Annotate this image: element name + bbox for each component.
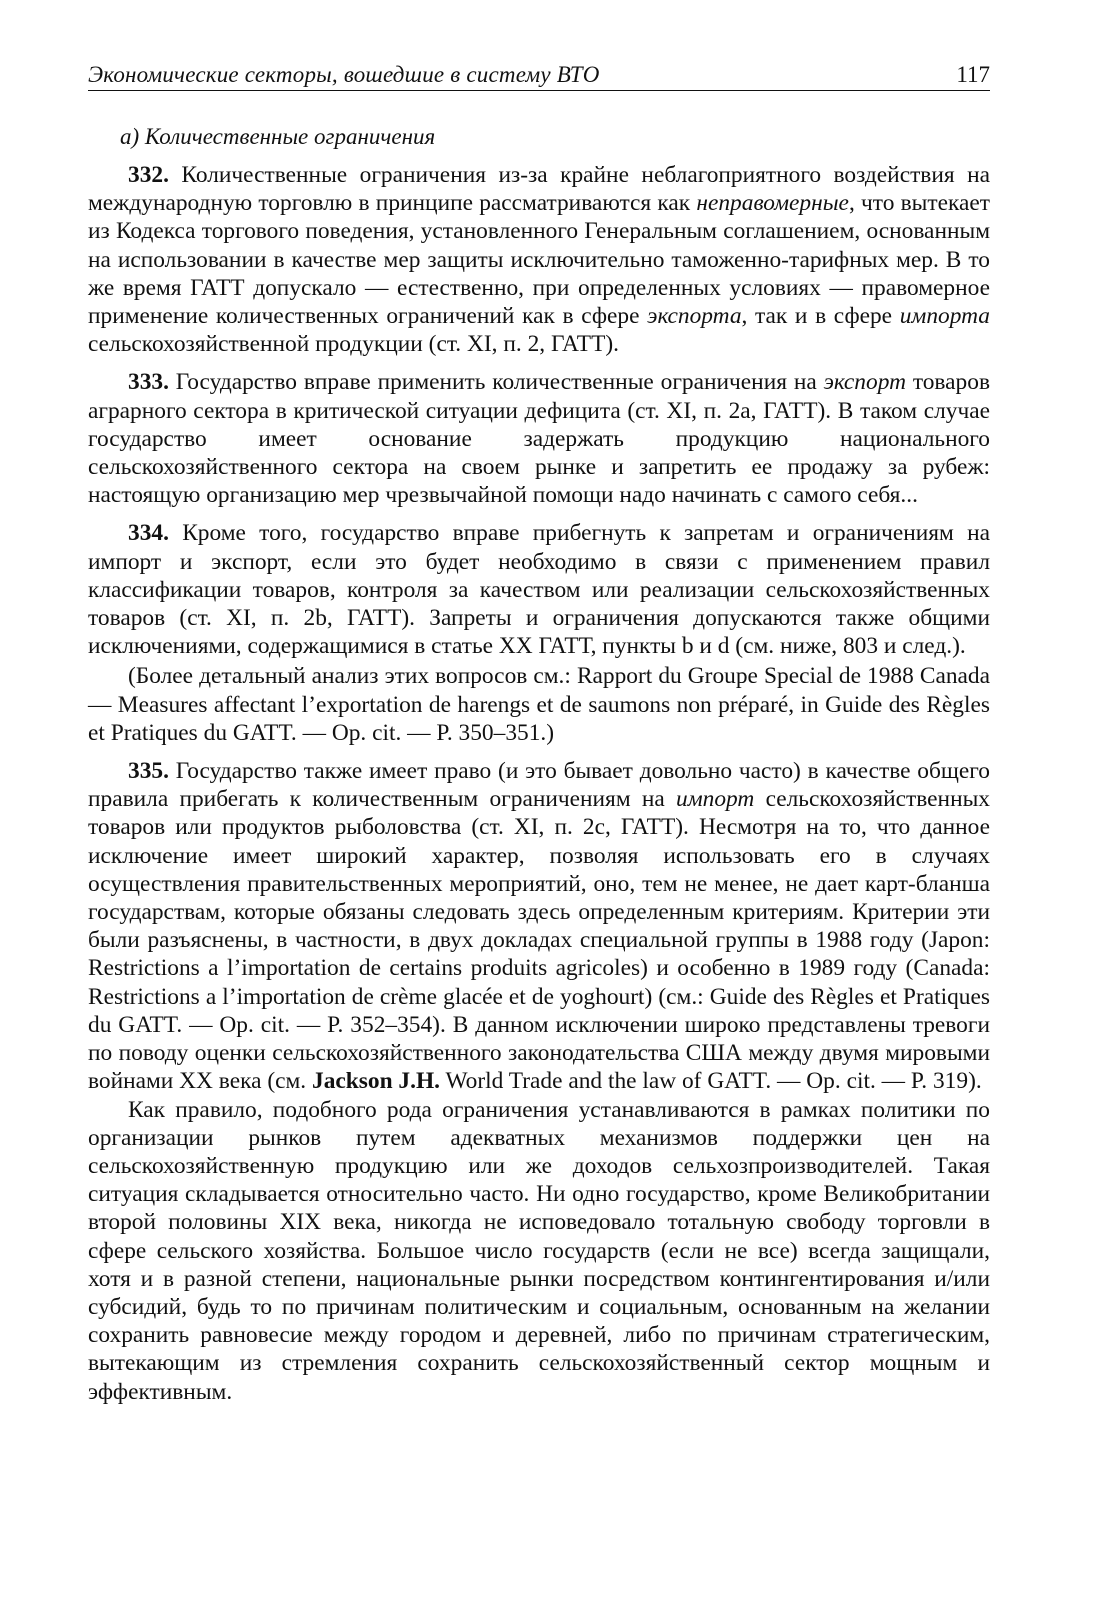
italic-term: импорт bbox=[676, 786, 755, 813]
paragraph-text: , так и в сфере bbox=[741, 303, 900, 330]
paragraph-332 bbox=[88, 161, 990, 358]
section-heading: а) Количественные ограничения bbox=[120, 124, 436, 149]
running-header bbox=[88, 56, 990, 91]
paragraph-text: сельскохозяйственных товаров или продуктов рыболовства (ст. XI, п. 2с, ГАТТ). Несмотря на то, что данное исключение имеет широкий характер, позволяя использовать его в случаях осуществления правительственных мероприятий, оно, тем не менее, не дает карт-бланша государствам, которые обязаны следовать здесь определенным критериям. Критерии эти были разъяснены, в частности, в двух докладах специальной группы в 1988 году (Japon: Restrictions a l’importation de certains produits agricoles) и особенно в 1989 году (Canada: Restrictions a l’importation de crème glacée et de yoghourt) (см.: Guide des Règles et Pratiques du GATT. — Op. cit. — P. 352–354). В данном исключении широко представлены тревоги по поводу оценки сельскохозяйственного законодательства США между двумя мировыми войнами XX века (см. bbox=[88, 786, 990, 1095]
book-page bbox=[88, 56, 990, 1406]
paragraph-334-reference-note: (Более детальный анализ этих вопросов см.: Rapport du Groupe Special de 1988 Canada — Measures affectant l’exportation de harengs et de saumons non préparé, in Guide des Règles et Pratiques du GATT. — Op. cit. — P. 350–351.) bbox=[88, 663, 990, 746]
page-number: 117 bbox=[956, 62, 990, 87]
paragraph-text: World Trade and the law of GATT. — Op. cit. — P. 319). bbox=[440, 1068, 982, 1095]
paragraph-text: Государство также имеет право (и это бывает довольно часто) в качестве общего правила прибегать к количественным ограничениям на bbox=[88, 758, 990, 813]
paragraph-closing: Как правило, подобного рода ограничения устанавливаются в рамках политики по организации рынков путем адекватных механизмов поддержки цен на сельскохозяйственную продукцию или же доходов сельхозпроизводителей. Такая ситуация складывается относительно часто. Ни одно государство, кроме Великобритании второй половины XIX века, никогда не исповедовало тотальную свободу торговли в сфере сельского хозяйства. Большое число государств (если не все) всегда защищали, хотя и в разной степени, национальные рынки посредством контингентирования и/или субсидий, будь то по причинам политическим и социальным, основанным на желании сохранить равновесие между городом и деревней, либо по причинам стратегическим, вытекающим из стремления сохранить сельскохозяйственный сектор мощным и эффективным. bbox=[88, 1096, 990, 1405]
paragraph-number: 335. bbox=[128, 758, 169, 785]
paragraph-number: 333. bbox=[128, 369, 169, 396]
italic-term: неправомерные bbox=[696, 190, 849, 217]
paragraph-333 bbox=[88, 368, 990, 509]
paragraph-number: 334. bbox=[128, 520, 169, 547]
paragraph-text: сельскохозяйственной продукции (ст. XI, п. 2, ГАТТ). bbox=[88, 331, 619, 358]
paragraph-text: Государство вправе применить количественные ограничения на bbox=[168, 369, 824, 396]
running-title: Экономические секторы, вошедшие в систему ВТО bbox=[88, 62, 600, 87]
italic-term: импорта bbox=[899, 303, 990, 330]
body-text bbox=[88, 161, 990, 1406]
italic-term: экспорт bbox=[823, 369, 906, 396]
paragraph-335 bbox=[88, 757, 990, 1095]
paragraph-text: товаров аграрного сектора в критической ситуации дефицита (ст. XI, п. 2а, ГАТТ). В таком случае государство имеет основание задержать продукцию национального сельскохозяйственного сектора на своем рынке и запретить ее продажу за рубеж: настоящую организацию мер чрезвычайной помощи надо начинать с самого себя... bbox=[88, 369, 990, 509]
paragraph-text: , что вытекает из Кодекса торгового поведения, установленного Генеральным соглашением, основанным на использовании в качестве мер защиты исключительно таможенно-тарифных мер. В то же время ГАТТ допускало — естественно, при определенных условиях — правомерное применение количественных ограничений как в сфере bbox=[88, 190, 990, 330]
paragraph-334 bbox=[88, 519, 990, 660]
paragraph-number: 332. bbox=[128, 162, 169, 188]
bold-author-name: Jackson J.H. bbox=[312, 1068, 441, 1095]
italic-term: экспорта bbox=[647, 303, 742, 330]
paragraph-text: Кроме того, государство вправе прибегнуть к запретам и ограничениям на импорт и экспорт, если это будет необходимо в связи с применением правил классификации товаров, контроля за качеством или реализации сельскохозяйственных товаров (ст. XI, п. 2b, ГАТТ). Запреты и ограничения допускаются также общими исключениями, содержащимися в статье XX ГАТТ, пункты b и d (см. ниже, 803 и след.). bbox=[88, 520, 990, 660]
paragraph-text: Количественные ограничения из-за крайне неблагоприятного воздействия на международную торговлю в принципе рассматриваются как bbox=[88, 162, 990, 217]
